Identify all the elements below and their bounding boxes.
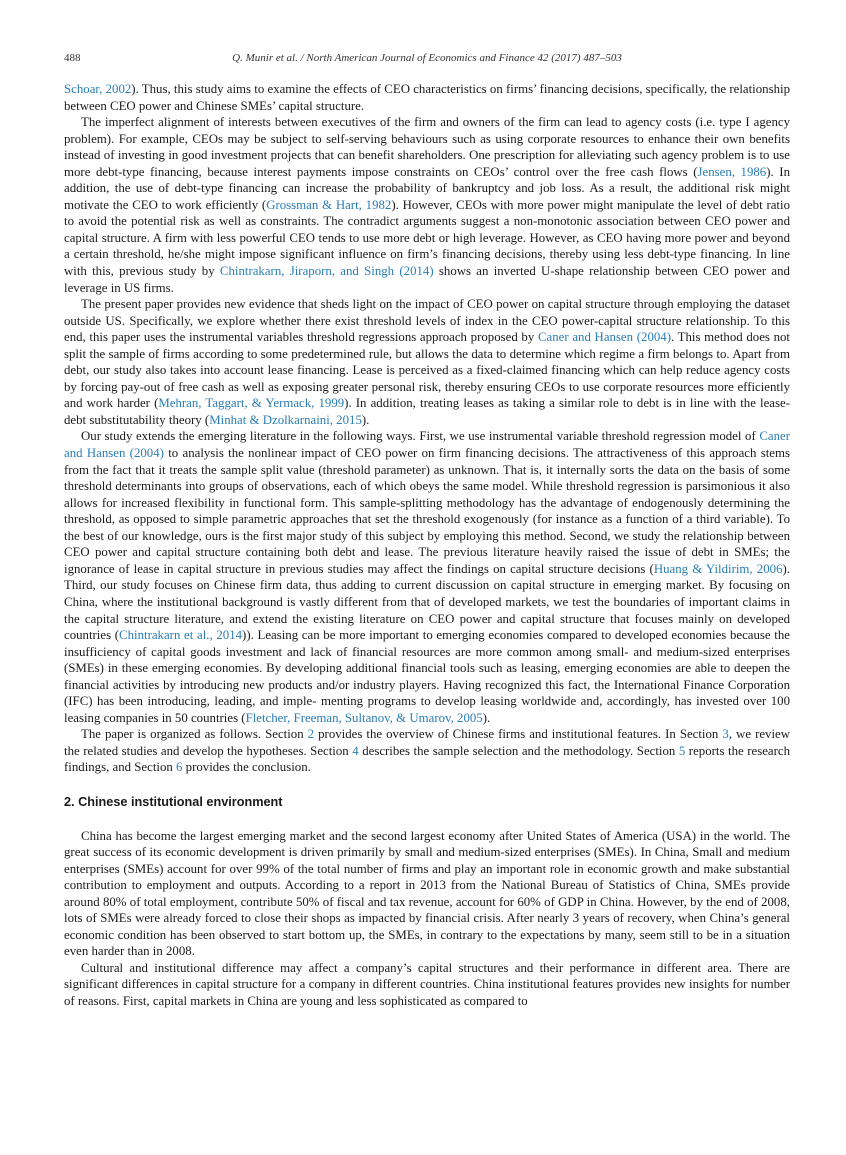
section-heading: 2. Chinese institutional environment — [64, 794, 283, 809]
citation-link[interactable]: Fletcher, Freeman, Sultanov, & Umarov, 2005 — [245, 710, 483, 725]
paragraph-text: , we review the related studies and develop the hypotheses. Section — [64, 727, 791, 758]
citation-link[interactable]: Huang & Yildirim, 2006 — [653, 561, 783, 576]
section-2-text — [64, 828, 790, 1010]
paragraph — [64, 960, 790, 1010]
paragraph-text: ). However, CEOs with more power might manipulate the level of debt ratio to avoid the potential risk as well as constraints. The contradict arguments suggest a non-monotonic association between CEO power and capital structure. A firm with less powerful CEO tends to use more debt or high leverage. However, as CEO having more power and beyond a certain threshold, he/she might impose significant influence on firm’s financing decisions, thereby using less debt-type financing. In line with this, previous study by — [64, 197, 790, 279]
paragraph-text: provides the conclusion. — [182, 760, 311, 775]
citation-link[interactable]: 5 — [678, 743, 686, 758]
journal-citation: Q. Munir et al. / North American Journal of Economics and Finance 42 (2017) 487–503 — [232, 52, 622, 64]
paragraph-text: . This method does not split the sample of firms according to some predetermined rule, but allows the data to determine which regime a firm belongs to. Apart from debt, our study also takes into account lease financing. Lease is perceived as a fixed-claimed financing which can help reduce agency costs by forcing pay-out of free cash as well as exposing greater personal risk, thereby ensuring CEOs to use corporate resources more efficiently and work harder ( — [64, 330, 790, 411]
paragraph-text: Cultural and institutional difference may affect a company’s capital structures and their performance in different area. There are significant differences in capital structure for a company in different countries. China institutional features provides new insights for number of reasons. First, capital markets in China are young and less sophisticated as compared to — [64, 960, 790, 1008]
citation-link[interactable]: Caner and Hansen (2004) — [537, 330, 671, 345]
citation-link[interactable]: 4 — [352, 743, 359, 758]
paragraph-text: shows an inverted U-shape relationship between CEO power and leverage in US firms. — [64, 264, 790, 295]
citation-link[interactable]: Chintrakarn et al., 2014 — [119, 628, 243, 643]
paragraph — [64, 726, 790, 776]
paragraph — [64, 81, 790, 114]
paragraph-text: The imperfect alignment of interests between executives of the firm and owners of the firm can lead to agency costs (i.e. type I agency problem). For example, CEOs may be subject to self-serving behaviours such as using corporate resources to enhance their own benefits instead of investing in good investment projects that can benefit shareholders. One prescription for alleviating such agency problem is to use more debt-type financing, because interest payments impose constraints on CEOs’ control over the free cash flows ( — [64, 115, 790, 179]
paragraph — [64, 828, 790, 960]
citation-link[interactable]: 3 — [722, 727, 729, 742]
citation-link[interactable]: Chintrakarn, Jiraporn, and Singh (2014) — [219, 264, 434, 279]
paragraph-text: The paper is organized as follows. Section — [81, 727, 308, 742]
running-header — [64, 52, 790, 68]
paragraph-text: ). In addition, the use of debt-type financing can increase the probability of bankruptcy and job loss. As a result, the additional risk might motivate the CEO to work efficiently ( — [64, 164, 790, 212]
paragraph-text: provides the overview of Chinese firms and institutional features. In Section — [314, 727, 723, 742]
paragraph-text: Our study extends the emerging literature in the following ways. First, we use instrumental variable threshold regression model of — [81, 429, 760, 444]
paragraph — [64, 114, 790, 296]
paragraph-text: reports the research findings, and Section — [64, 743, 790, 775]
introduction-text — [64, 81, 790, 776]
paragraph-text: China has become the largest emerging market and the second largest economy after United States of America (USA) in the world. The great success of its economic development is driven primarily by small and medium-sized enterprises (SMEs). In China, Small and medium enterprises (SMEs) account for over 99% of the total number of firms and play an important role in economic growth and make substantial contribution to employment and outputs. According to a report in 2013 from the National Bureau of Statistics of China, SMEs provide around 80% of total employment, contribute 50% of fiscal and tax revenue, account for 60% of GDP in China. However, by the end of 2008, lots of SMEs were already forced to close their shops as impacted by financial crisis. After nearly 3 years of recovery, when China’s general economic condition has been observed to start bottom up, the SMEs, in contrary to the expectations by many, seem still to be in a situation even harder than in 2008. — [64, 828, 790, 959]
paragraph-text: )). Leasing can be more important to emerging economies compared to developed economies because the insufficiency of capital goods investment and lack of financial resources are more common among small- and medium-sized enterprises (SMEs) in these emerging economies. By developing additional financial tools such as leasing, emerging economies are able to deepen the financial activities by introducing new products and/or industry players. Having recognized this fact, the International Finance Corporation (IFC) has been introducing, leading, and imple- menting programs to develop leasing worldwide and, accordingly, has invested over 100 leasing companies in 50 countries ( — [64, 628, 790, 725]
citation-link[interactable]: 6 — [176, 760, 183, 775]
article-body — [64, 81, 790, 1010]
paragraph — [64, 428, 790, 726]
paragraph-text: ). In addition, treating leases as taking a similar role to debt is in line with the lease-debt substitutability theory ( — [64, 396, 790, 427]
paragraph — [64, 296, 790, 428]
citation-link[interactable]: Mehran, Taggart, & Yermack, 1999 — [158, 396, 345, 411]
citation-link[interactable]: Caner and Hansen (2004) — [64, 429, 790, 461]
paragraph-text: The present paper provides new evidence that sheds light on the impact of CEO power on capital structure through employing the dataset outside US. Specifically, we explore whether there exist threshold levels of index in the CEO power-capital structure relationship. To this end, this paper uses the instrumental variables threshold regressions approach proposed by — [64, 297, 790, 345]
paragraph-text: ). Third, our study focuses on Chinese firm data, thus adding to current discussion on capital structure in emerging market. By focusing on China, where the institutional background is vastly different from that of developed markets, we test the boundaries of important claims in the capital structure literature, and extend the existing literature on CEO power and capital structure that focuses mainly on developed countries ( — [64, 561, 790, 643]
paragraph-text: ). — [361, 412, 370, 427]
paragraph-text: ). Thus, this study aims to examine the effects of CEO characteristics on firms’ financing decisions, specifically, the relationship between CEO power and Chinese SMEs’ capital structure. — [64, 82, 791, 113]
paragraph-text: describes the sample selection and the methodology. Section — [358, 743, 679, 758]
citation-link[interactable]: Schoar, 2002 — [64, 82, 132, 96]
citation-link[interactable]: 2 — [307, 727, 315, 742]
paragraph-text: ). — [482, 710, 491, 725]
paragraph-text: to analysis the nonlinear impact of CEO power on firm financing decisions. The attractiveness of this approach stems from the fact that it treats the sample split value (threshold parameter) as unknown. That is, it internally sorts the data on the basis of some threshold determinants into groups of observations, each of which obeys the same model. While threshold regression is parsimonious it also allows for increased flexibility in functional form. This sample-splitting methodology has the advantage of endogenously determining the threshold, as opposed to simple parametric approaches that set the threshold exogenously (for instance as a function of a third variable). To the best of our knowledge, ours is the first major study of this subject by employing this method. Second, we study the relationship between CEO power and capital structure containing both debt and lease. The previous literature heavily raised the issue of debt in SMEs; the ignorance of lease in capital structure in previous studies may affect the findings on capital structure decisions ( — [64, 446, 790, 576]
citation-link[interactable]: Minhat & Dzolkarnaini, 2015 — [209, 412, 362, 427]
page-number: 488 — [64, 52, 81, 64]
citation-link[interactable]: Jensen, 1986 — [697, 164, 767, 179]
citation-link[interactable]: Grossman & Hart, 1982 — [266, 197, 392, 212]
